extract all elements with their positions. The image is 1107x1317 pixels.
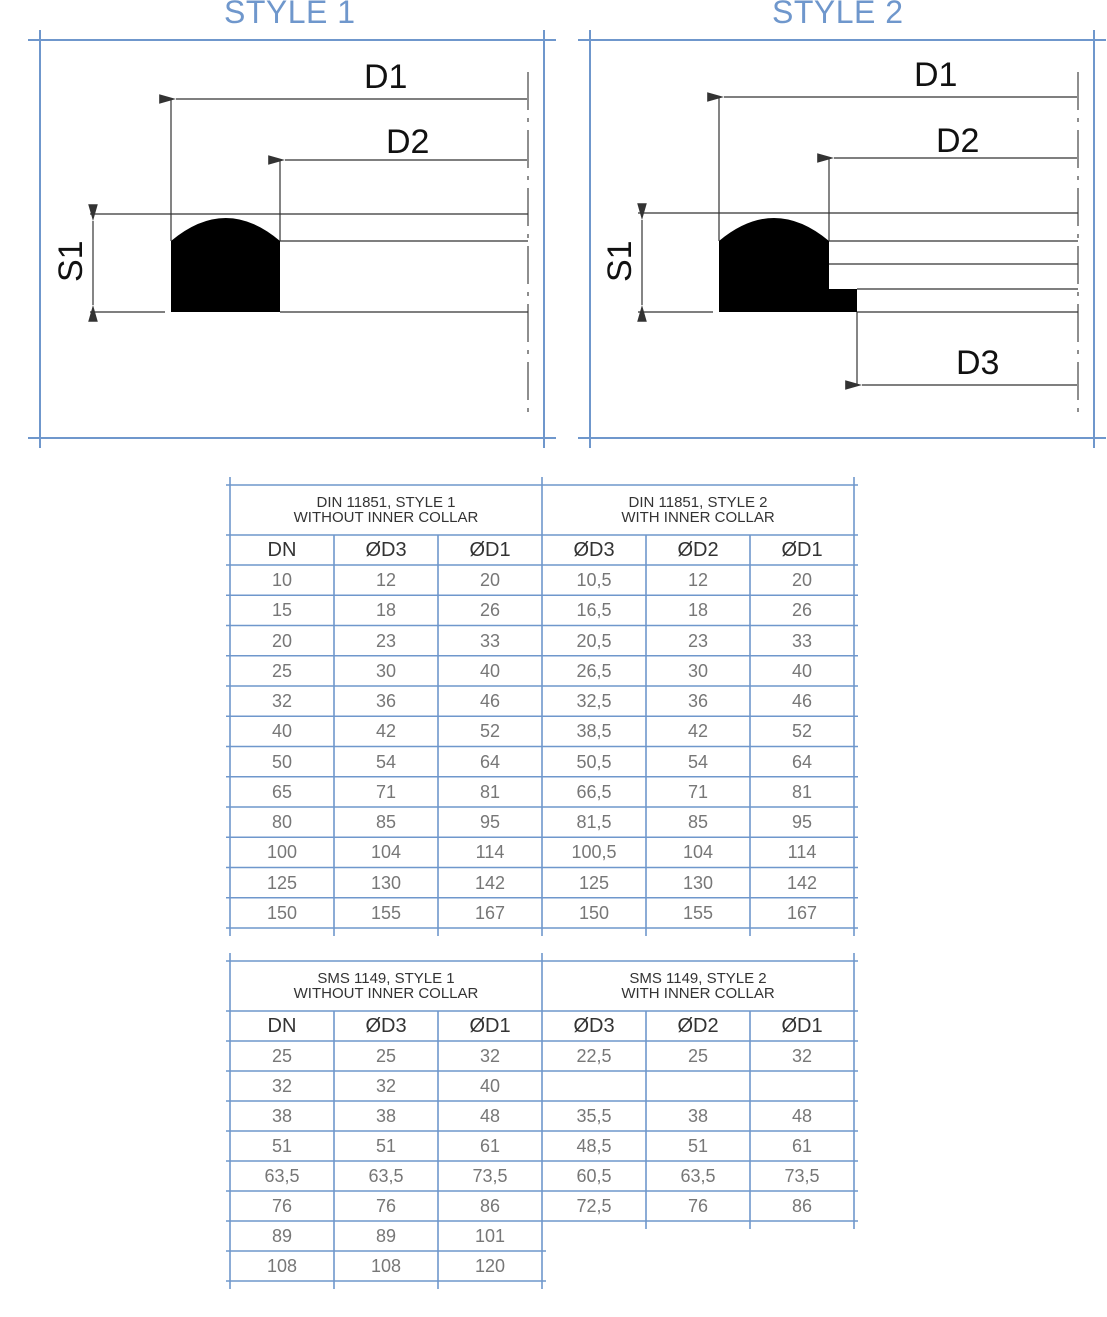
table-cell: 54 — [375, 751, 397, 772]
table-cell: 10 — [271, 570, 293, 590]
table-cell: 20 — [271, 630, 293, 651]
table-cell: 81 — [791, 781, 813, 802]
table-cell: 76 — [375, 1196, 397, 1216]
table-cell: 80 — [271, 812, 293, 832]
table-cell: 142 — [474, 872, 506, 893]
group-title — [542, 971, 854, 1001]
table-cell: 20,5 — [576, 630, 612, 651]
table-cell: 20 — [479, 570, 501, 590]
table-cell: 63,5 — [264, 1166, 300, 1186]
table-cell: 52 — [791, 721, 813, 742]
table-cell: 32 — [271, 691, 293, 711]
table-cell: 50 — [271, 751, 293, 772]
table-cell: 32 — [271, 1076, 293, 1096]
column-header: DN — [267, 539, 297, 561]
table-cell: 20 — [791, 570, 813, 590]
table-cell: 18 — [375, 600, 397, 621]
table-cell: 38,5 — [576, 721, 612, 742]
style-2-d1-label: D1 — [914, 56, 958, 94]
table-cell: 26 — [479, 600, 501, 621]
table-cell: 86 — [791, 1196, 813, 1216]
table-cell: 86 — [479, 1196, 501, 1216]
table-cell: 81,5 — [576, 812, 612, 832]
table-cell: 50,5 — [576, 751, 612, 772]
table-cell: 40 — [271, 721, 293, 742]
table-cell: 38 — [375, 1106, 397, 1126]
table-cell: 114 — [475, 842, 505, 863]
table-cell: 15 — [271, 600, 293, 621]
column-header: ØD1 — [469, 1015, 511, 1037]
table-cell: 150 — [266, 902, 298, 923]
table-cell: 54 — [687, 751, 709, 772]
style-1-title: STYLE 1 — [224, 0, 356, 30]
table-cell: 32,5 — [576, 691, 612, 711]
table-cell: 48 — [791, 1106, 813, 1126]
group-title-line-2: WITHOUT INNER COLLAR — [293, 985, 479, 1002]
table-cell: 42 — [687, 721, 709, 742]
table-cell: 125 — [578, 872, 610, 893]
group-title — [230, 971, 542, 1001]
table-cell: 71 — [375, 781, 397, 802]
table-cell: 104 — [370, 842, 402, 863]
table-cell: 130 — [682, 872, 714, 893]
table-cell: 63,5 — [368, 1166, 404, 1186]
table-cell: 35,5 — [576, 1106, 612, 1126]
table-cell: 46 — [791, 691, 813, 711]
column-header: ØD3 — [573, 539, 615, 561]
table-cell: 89 — [271, 1226, 293, 1246]
style-2-title: STYLE 2 — [772, 0, 904, 30]
table-cell: 25 — [271, 1046, 293, 1066]
table-cell: 38 — [687, 1106, 709, 1126]
table-cell: 40 — [479, 1076, 501, 1096]
table-cell: 33 — [479, 630, 501, 651]
group-title-line-1: SMS 1149, STYLE 1 — [317, 970, 455, 987]
style-2-d3-label: D3 — [956, 344, 1000, 382]
table-cell: 85 — [687, 812, 709, 832]
table-cell: 32 — [375, 1076, 397, 1096]
table-cell: 101 — [474, 1226, 506, 1246]
column-header: ØD3 — [365, 539, 407, 561]
table-cell: 95 — [479, 812, 501, 832]
table-cell: 12 — [687, 570, 709, 590]
table-cell: 25 — [375, 1046, 397, 1066]
table-cell: 30 — [687, 660, 709, 681]
column-header: ØD1 — [781, 539, 823, 561]
table-cell: 48 — [479, 1106, 501, 1126]
table-cell: 23 — [375, 630, 397, 651]
table-cell: 26,5 — [576, 660, 612, 681]
table-cell: 32 — [791, 1046, 813, 1066]
table-cell: 22,5 — [576, 1046, 612, 1066]
table-cell: 142 — [786, 872, 818, 893]
table-cell: 64 — [479, 751, 501, 772]
table-cell: 61 — [791, 1136, 813, 1156]
table-cell: 32 — [479, 1046, 501, 1066]
group-title-line-1: DIN 11851, STYLE 1 — [316, 494, 456, 511]
column-header: ØD2 — [677, 1015, 719, 1037]
column-header: ØD1 — [781, 1015, 823, 1037]
table-cell: 155 — [682, 902, 714, 923]
table-cell: 65 — [271, 781, 293, 802]
table-cell: 76 — [687, 1196, 709, 1216]
table-cell: 71 — [687, 781, 709, 802]
column-header: ØD3 — [365, 1015, 407, 1037]
table-cell: 114 — [787, 842, 817, 863]
table-cell: 40 — [791, 660, 813, 681]
table-cell: 23 — [687, 630, 709, 651]
table-cell: 125 — [266, 872, 298, 893]
table-cell: 38 — [271, 1106, 293, 1126]
table-cell: 25 — [271, 660, 293, 681]
table-cell: 61 — [479, 1136, 501, 1156]
table-cell: 52 — [479, 721, 501, 742]
table-cell: 16,5 — [576, 600, 612, 621]
table-cell: 60,5 — [576, 1166, 612, 1186]
table-cell: 12 — [375, 570, 397, 590]
table-cell: 51 — [271, 1136, 293, 1156]
table-cell: 64 — [791, 751, 813, 772]
table-cell: 51 — [375, 1136, 397, 1156]
style-2-s1-label: S1 — [601, 240, 639, 282]
table-cell: 155 — [370, 902, 402, 923]
table-cell: 46 — [479, 691, 501, 711]
table-cell: 30 — [375, 660, 397, 681]
column-header: DN — [267, 1015, 297, 1037]
column-header: ØD2 — [677, 539, 719, 561]
table-cell: 89 — [375, 1226, 397, 1246]
group-title-line-2: WITH INNER COLLAR — [621, 509, 775, 526]
table-cell: 48,5 — [576, 1136, 612, 1156]
group-title-line-1: DIN 11851, STYLE 2 — [628, 494, 768, 511]
column-header: ØD1 — [469, 539, 511, 561]
table-cell: 130 — [370, 872, 402, 893]
table-cell: 108 — [370, 1256, 402, 1276]
style-1-s1-label: S1 — [52, 240, 90, 282]
style-1-d2-label: D2 — [386, 123, 430, 161]
table-cell: 40 — [479, 660, 501, 681]
table-cell: 85 — [375, 812, 397, 832]
table-cell: 76 — [271, 1196, 293, 1216]
table-cell: 36 — [687, 691, 709, 711]
table-cell: 95 — [791, 812, 813, 832]
table-cell: 10,5 — [576, 570, 612, 590]
column-header: ØD3 — [573, 1015, 615, 1037]
table-cell: 73,5 — [472, 1166, 508, 1186]
table-cell: 81 — [479, 781, 501, 802]
table-cell: 25 — [687, 1046, 709, 1066]
table-cell: 108 — [266, 1256, 298, 1276]
table-cell: 72,5 — [576, 1196, 612, 1216]
group-title-line-1: SMS 1149, STYLE 2 — [629, 970, 767, 987]
table-cell: 120 — [474, 1256, 506, 1276]
table-cell: 33 — [791, 630, 813, 651]
group-title-line-2: WITH INNER COLLAR — [621, 985, 775, 1002]
table-cell: 100 — [266, 842, 298, 863]
table-cell: 18 — [687, 600, 709, 621]
table-cell: 150 — [578, 902, 610, 923]
table-cell: 42 — [375, 721, 397, 742]
style-1-d1-label: D1 — [364, 58, 408, 96]
table-cell: 104 — [682, 842, 714, 863]
table-cell: 100,5 — [571, 842, 617, 863]
table-cell: 167 — [786, 902, 818, 923]
table-cell: 66,5 — [576, 781, 612, 802]
table-cell: 73,5 — [784, 1166, 820, 1186]
table-cell: 26 — [791, 600, 813, 621]
table-cell: 167 — [474, 902, 506, 923]
group-title-line-2: WITHOUT INNER COLLAR — [293, 509, 479, 526]
table-cell: 63,5 — [680, 1166, 716, 1186]
table-cell: 36 — [375, 691, 397, 711]
style-2-d2-label: D2 — [936, 122, 980, 160]
table-cell: 51 — [687, 1136, 709, 1156]
